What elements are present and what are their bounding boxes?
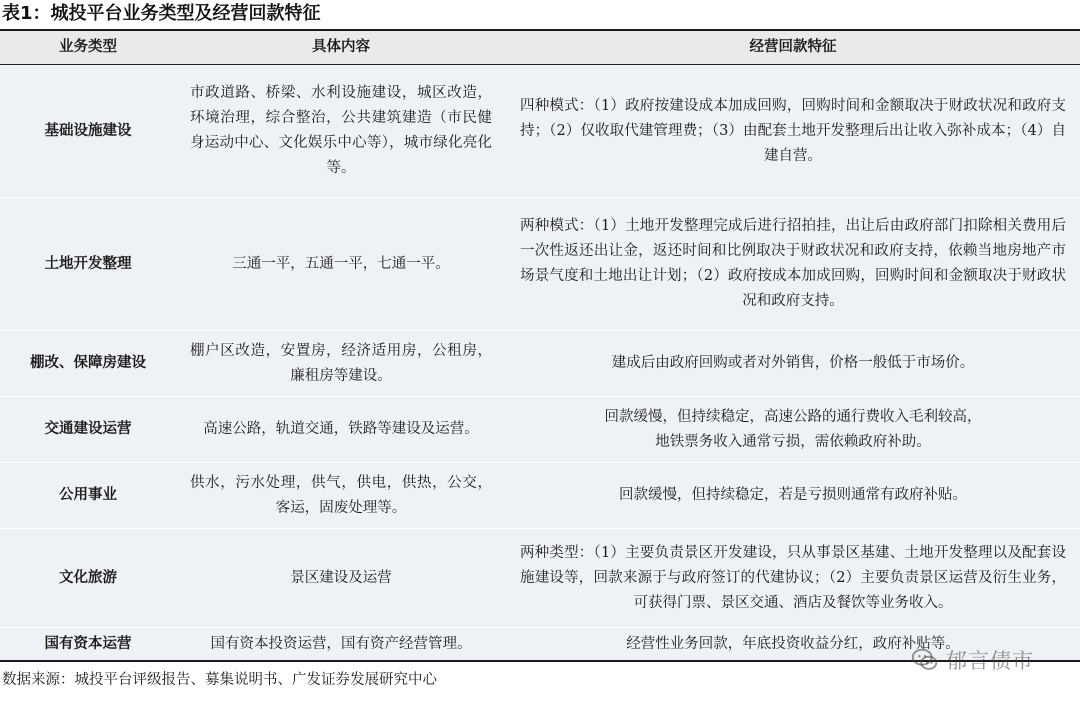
row-type: 国有资本运营 (0, 628, 176, 661)
table-row (0, 397, 1080, 463)
row-feature: 四种模式：（1）政府按建设成本加成回购，回购时间和金额取决于财政状况和政府支持；（2）仅收取代建管理费；（3）由配套土地开发整理后出让收入弥补成本；（4）自建自营。 (506, 65, 1080, 198)
row-content: 市政道路、桥梁、水利设施建设，城区改造，环境治理，综合整治，公共建筑建造（市民健身运动中心、文化娱乐中心等），城市绿化亮化等。 (176, 65, 506, 198)
business-type-table (0, 31, 1080, 661)
table-row (0, 331, 1080, 397)
watermark-text: 郁言债市 (946, 649, 1034, 673)
watermark (910, 640, 1034, 680)
header-content: 具体内容 (176, 31, 506, 65)
row-feature: 建成后由政府回购或者对外销售，价格一般低于市场价。 (506, 331, 1080, 397)
row-content: 国有资本投资运营，国有资产经营管理。 (176, 628, 506, 661)
header-row (0, 31, 1080, 65)
row-feature: 两种类型：（1）主要负责景区开发建设，只从事景区基建、土地开发整理以及配套设施建设等，回款来源于与政府签订的代建协议；（2）主要负责景区运营及衍生业务，可获得门票、景区交通、酒店及餐饮等业务收入。 (506, 529, 1080, 628)
row-feature: 回款缓慢，但持续稳定，若是亏损则通常有政府补贴。 (506, 463, 1080, 529)
data-source-note: 数据来源：城投平台评级报告、募集说明书、广发证券发展研究中心 (2, 672, 437, 688)
header-feature: 经营回款特征 (506, 31, 1080, 65)
row-content: 棚户区改造，安置房，经济适用房，公租房，廉租房等建设。 (176, 331, 506, 397)
table-row (0, 463, 1080, 529)
feature-line: 回款缓慢，但持续稳定，高速公路的通行费收入毛利较高， (604, 408, 982, 425)
row-feature (506, 397, 1080, 463)
table-title: 表1：城投平台业务类型及经营回款特征 (2, 3, 321, 24)
wechat-icon (910, 645, 940, 675)
row-type: 公用事业 (0, 463, 176, 529)
feature-line: 地铁票务收入通常亏损，需依赖政府补助。 (655, 433, 931, 450)
row-content: 三通一平，五通一平，七通一平。 (176, 198, 506, 331)
row-type: 棚改、保障房建设 (0, 331, 176, 397)
row-content: 高速公路，轨道交通，铁路等建设及运营。 (176, 397, 506, 463)
row-type: 土地开发整理 (0, 198, 176, 331)
row-type: 文化旅游 (0, 529, 176, 628)
row-type: 基础设施建设 (0, 65, 176, 198)
row-feature: 经营性业务回款，年底投资收益分红，政府补贴等。 (506, 628, 1080, 661)
table-row (0, 529, 1080, 628)
table-row (0, 198, 1080, 331)
row-type: 交通建设运营 (0, 397, 176, 463)
row-feature: 两种模式：（1）土地开发整理完成后进行招拍挂，出让后由政府部门扣除相关费用后一次性返还出让金，返还时间和比例取决于财政状况和政府支持，依赖当地房地产市场景气度和土地出让计划；（2）政府按成本加成回购，回购时间和金额取决于财政状况和政府支持。 (506, 198, 1080, 331)
table-row (0, 65, 1080, 198)
row-content: 景区建设及运营 (176, 529, 506, 628)
row-content: 供水，污水处理，供气，供电，供热，公交，客运，固废处理等。 (176, 463, 506, 529)
header-business-type: 业务类型 (0, 31, 176, 65)
